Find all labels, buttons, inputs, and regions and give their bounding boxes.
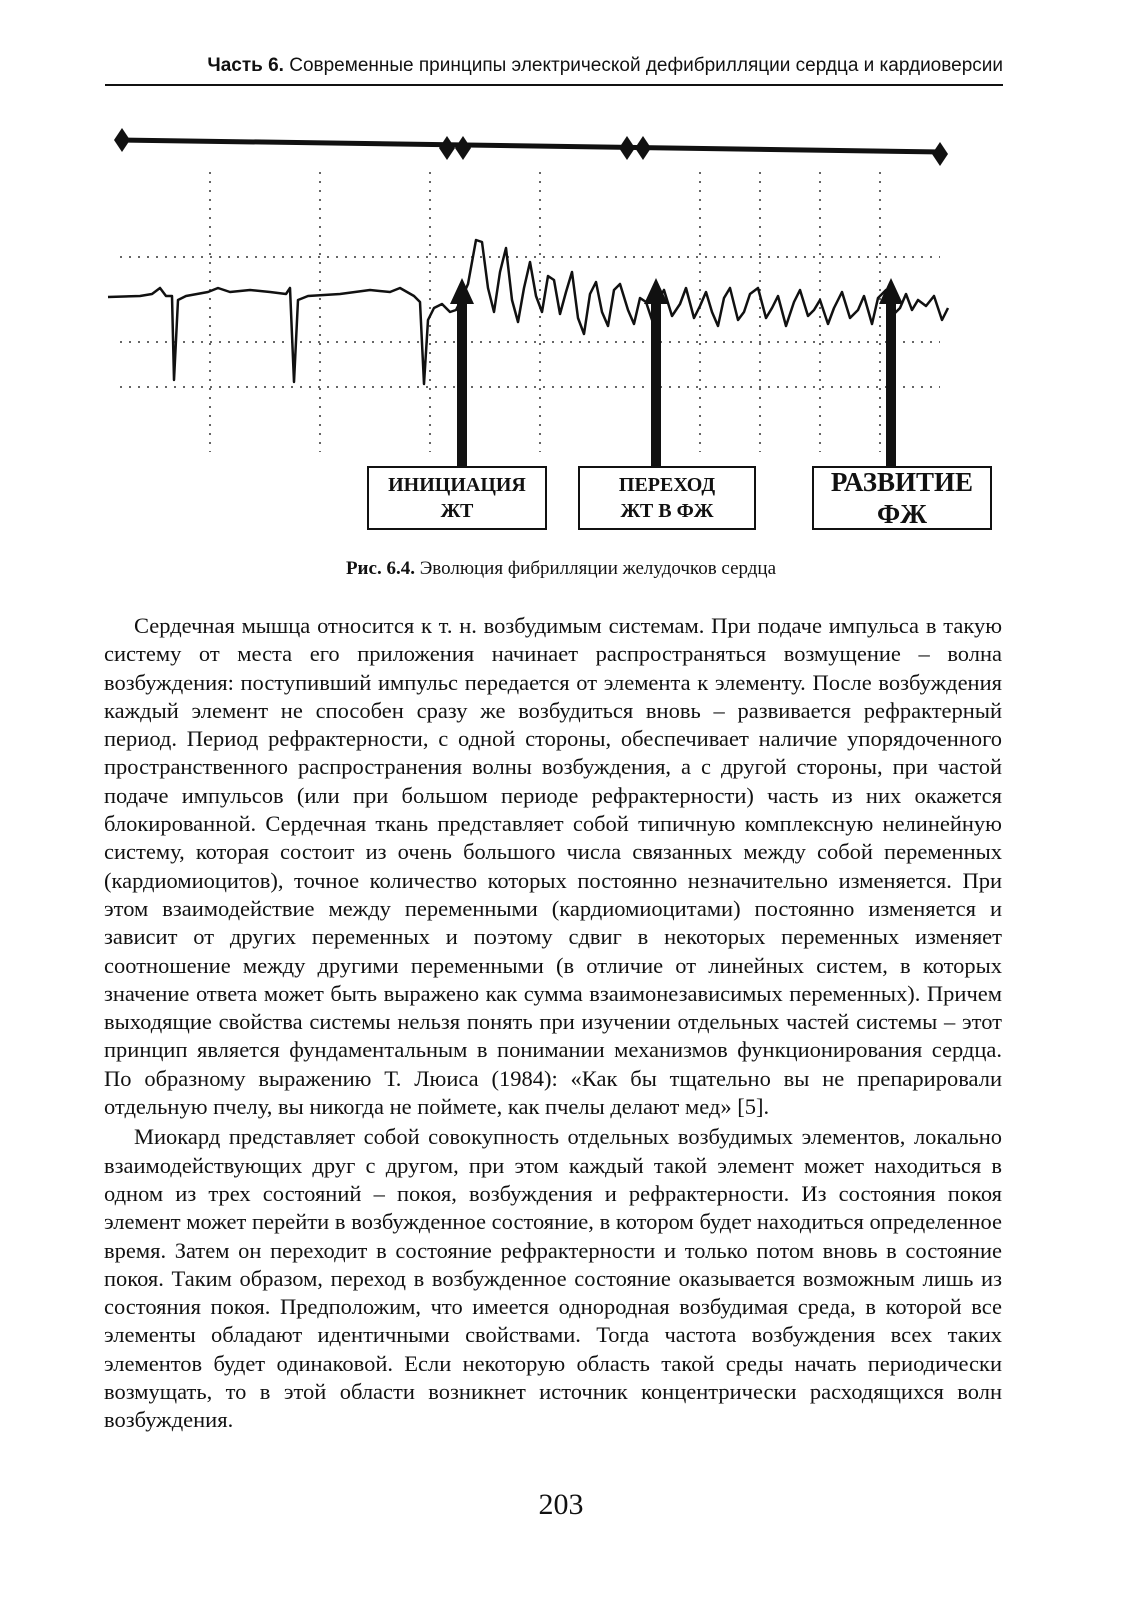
paragraph: Миокард представляет собой совокупность отдельных возбудимых элементов, локально взаимодействующих друг с другом, при этом каждый такой элемент может находиться в одном из трех состояний – покоя, возбуждения и рефрактерности. Из состояния покоя элемент может перейти в возбужденное состояние, в котором будет находиться определенное время. Затем он переходит в состояние рефрактерности и только потом вновь в состояние покоя. Таким образом, переход в возбужденное состояние оказывается возможным лишь из состояния покоя. Предположим, что имеется однородная возбудимая среда, в которой все элементы обладают идентичными свойствами. Тогда частота возбуждения всех таких элементов будет одинаковой. Если некоторую область такой среды начать периодически возмущать, то в этой области возникнет источник концентрически расходящихся волн возбуждения. bbox=[104, 1124, 1002, 1433]
running-head bbox=[105, 50, 1003, 86]
part-label: Часть 6. bbox=[207, 55, 284, 76]
timeline-marker bbox=[932, 142, 948, 166]
caption-number: Рис. 6.4. bbox=[345, 558, 415, 579]
label-initiation-line2: ЖТ bbox=[440, 500, 474, 522]
label-development-line1: РАЗВИТИЕ bbox=[830, 467, 974, 497]
label-development-line2: ФЖ bbox=[877, 499, 927, 529]
label-initiation bbox=[367, 466, 547, 530]
paragraph: Сердечная мышца относится к т. н. возбудимым системам. При подаче импульса в такую систему от места его приложения начинает распространяться возмущение – волна возбуждения: поступивший импульс передается от элемента к элементу. После возбуждения каждый элемент не способен сразу же возбудиться вновь – развивается рефрактерный период. Период рефрактерности, с одной стороны, обеспечивает наличие упорядоченного пространственного распространения волны возбуждения, а с другой стороны, при частой подаче импульсов (или при большом периоде рефрактерности) часть из них окажется блокированной. Сердечная ткань представляет собой типичную комплексную нелинейную систему, которая состоит из очень большого числа связанных между собой переменных (кардиомиоцитов), точное количество которых постоянно незначительно изменяется. При этом взаимодействие между переменными (кардиомиоцитами) постоянно изменяется и зависит от других переменных и поэтому сдвиг в некоторых переменных изменяет соотношение между другими переменными (в отличие от линейных систем, в которых значение ответа может быть выражено как сумма взаимонезависимых переменных). Причем выходящие свойства системы нельзя понять при изучении отдельных частей системы – этот принцип является фундаментальным в понимании механизмов функционирования сердца. По образному выражению Т. Люиса (1984): «Как бы тщательно вы не препарировали отдельную пчелу, вы никогда не поймете, как пчелы делают мед» [5]. bbox=[104, 613, 1002, 1120]
label-transition bbox=[578, 466, 756, 530]
label-initiation-line1: ИНИЦИАЦИЯ bbox=[388, 474, 526, 496]
ecg-trace bbox=[108, 240, 948, 384]
initiation-arrow bbox=[450, 278, 474, 466]
timeline-marker bbox=[114, 128, 130, 152]
figure-caption bbox=[0, 558, 1122, 580]
page-number: 203 bbox=[538, 1488, 584, 1521]
timeline-marker bbox=[439, 136, 455, 160]
timeline-bar bbox=[122, 140, 942, 152]
timeline-marker bbox=[635, 136, 651, 160]
timeline-marker bbox=[619, 136, 635, 160]
timeline-marker bbox=[455, 136, 471, 160]
development-arrow bbox=[879, 278, 903, 466]
label-development bbox=[812, 466, 992, 530]
body-text bbox=[104, 612, 1002, 1435]
caption-text: Эволюция фибрилляции желудочков сердца bbox=[419, 558, 777, 579]
figure-6-4 bbox=[100, 112, 980, 542]
label-transition-line2: ЖТ В ФЖ bbox=[620, 500, 714, 522]
ecg-grid bbox=[120, 172, 940, 452]
running-head-title: Современные принципы электрической дефибрилляции сердца и кардиоверсии bbox=[289, 55, 1003, 76]
label-transition-line1: ПЕРЕХОД bbox=[618, 474, 716, 496]
